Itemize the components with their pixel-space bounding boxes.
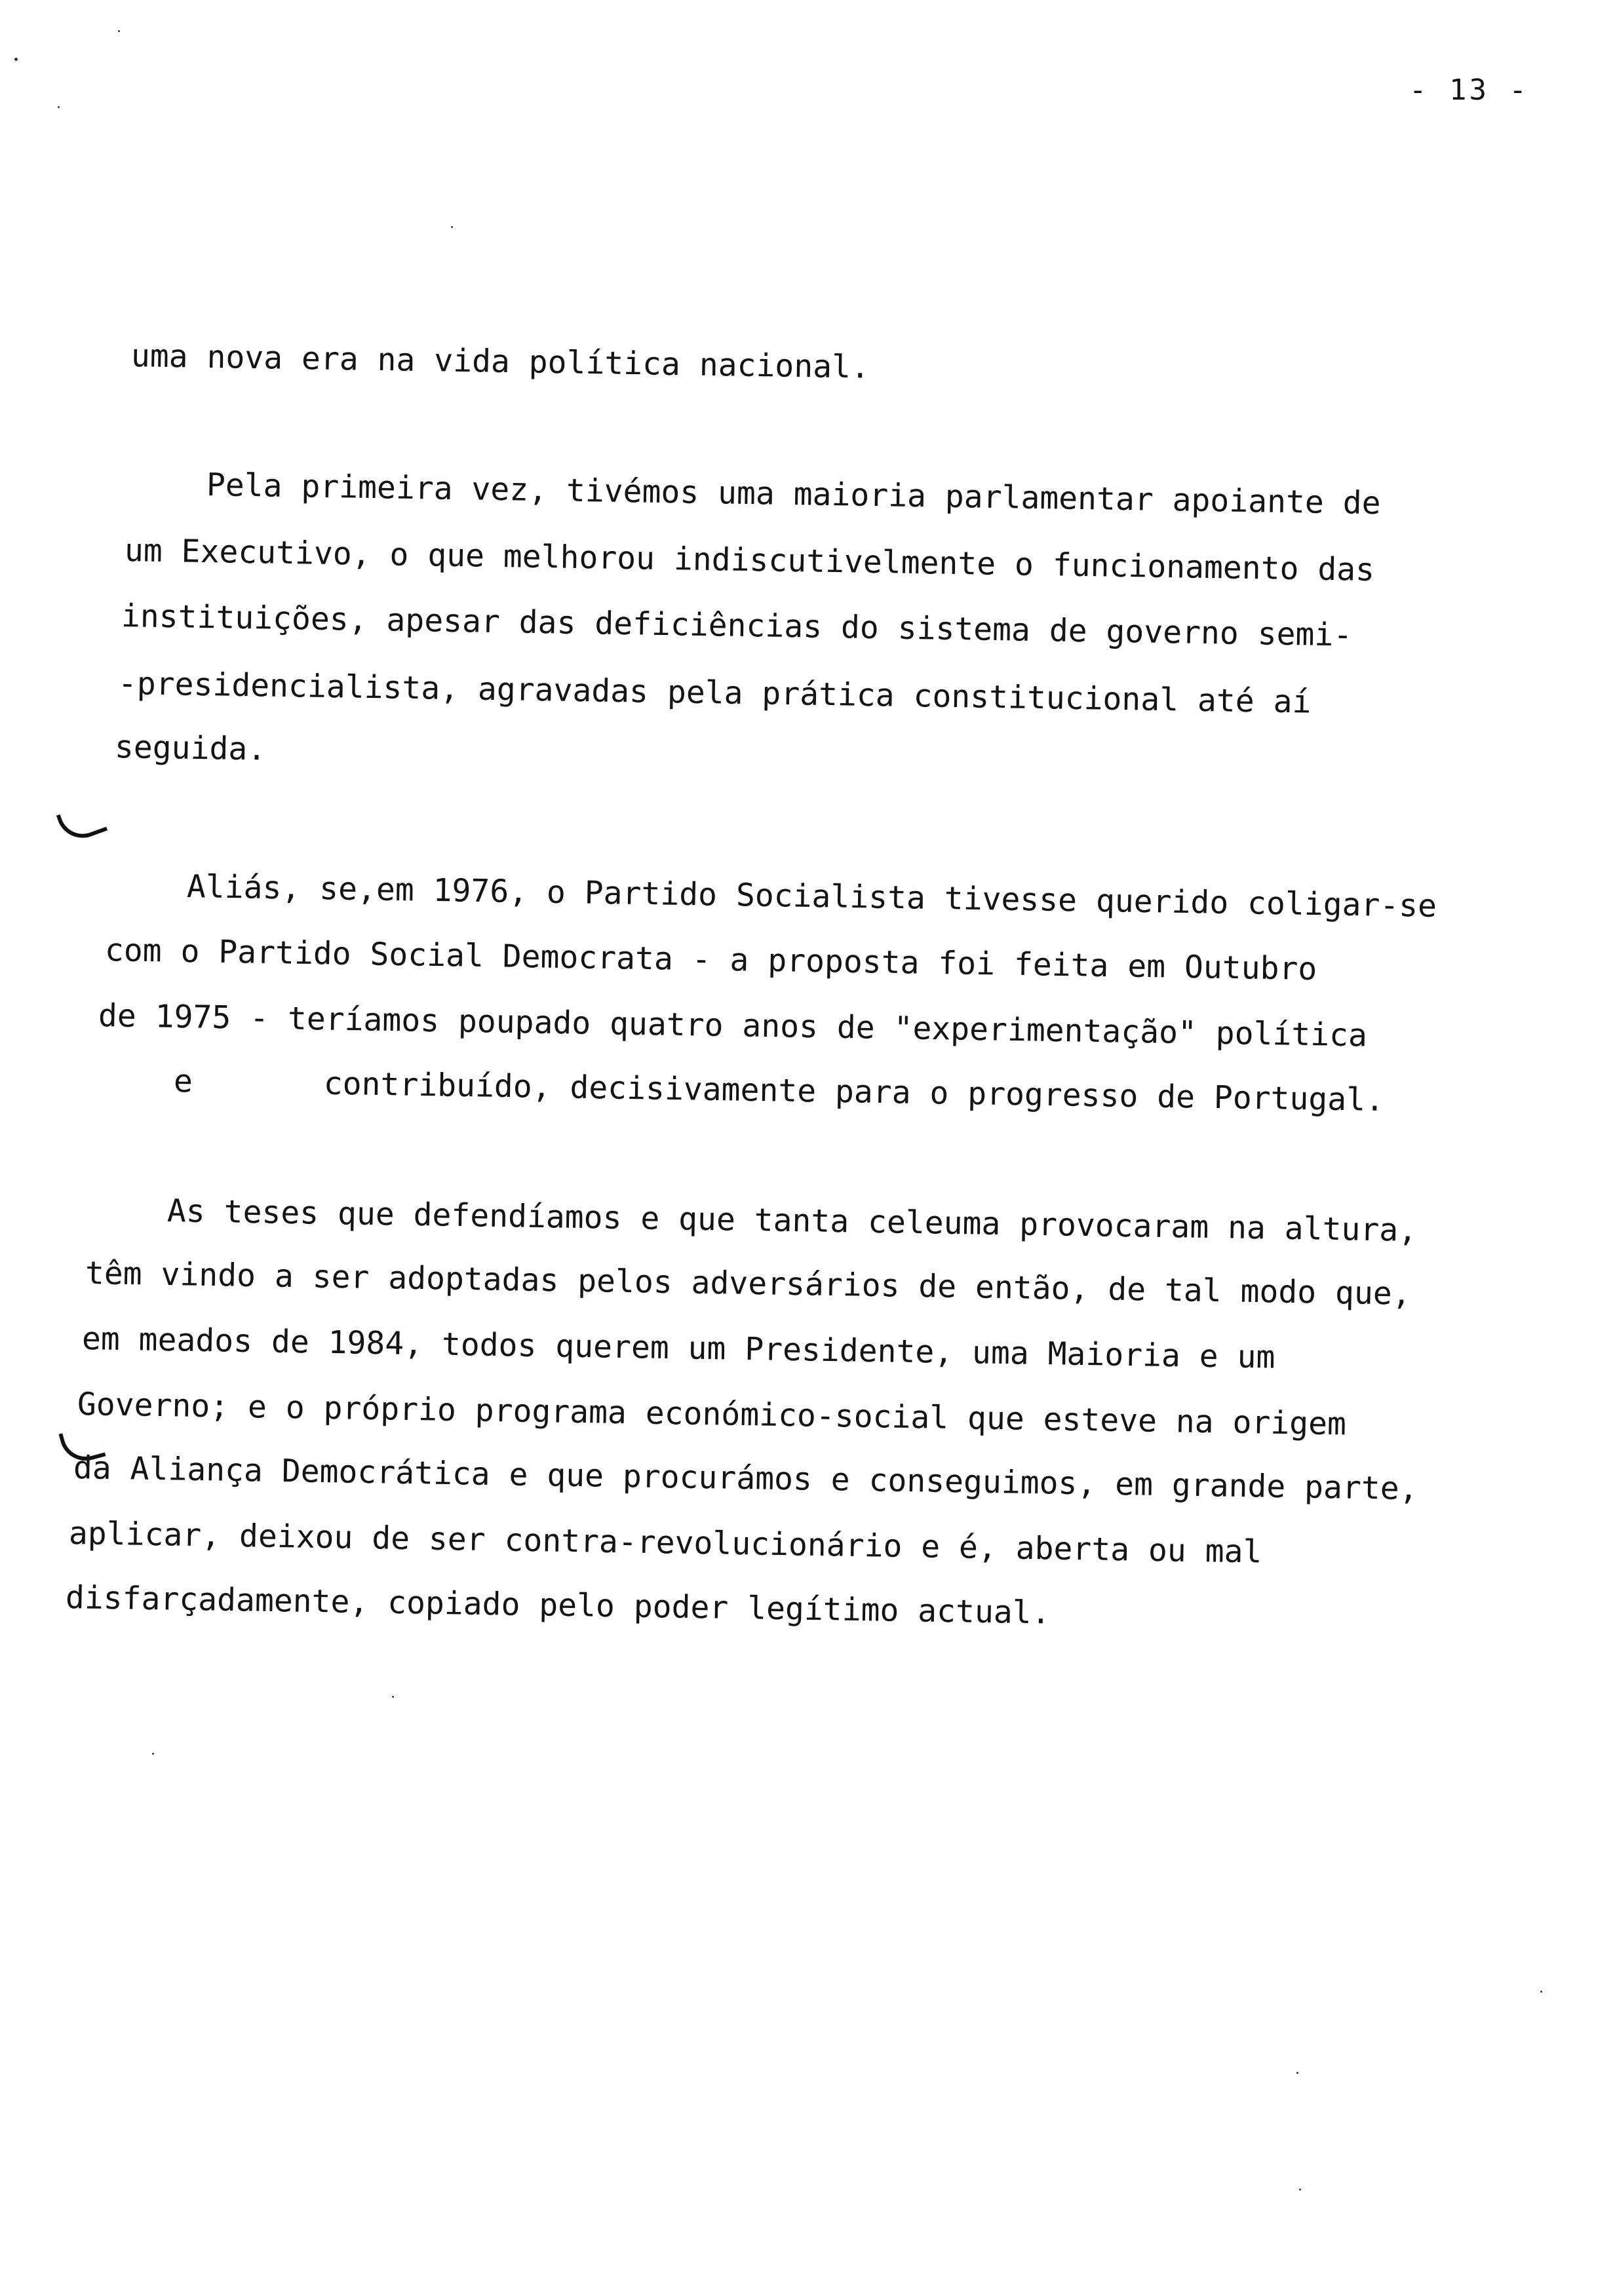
paragraph-4-line-7: disfarçadamente, copiado pelo poder legítimo actual.: [65, 1579, 1051, 1632]
paragraph-2-line-3: instituições, apesar das deficiências do sistema de governo semi-: [121, 598, 1353, 654]
paragraph-2-line-4: -presidencialista, agravadas pela prática constitucional até aí: [117, 665, 1312, 721]
scan-speck: [118, 30, 120, 32]
scan-speck: [1540, 1991, 1542, 1993]
paragraph-2-line-2: um Executivo, o que melhorou indiscutivelmente o funcionamento das: [124, 532, 1375, 588]
margin-mark: [56, 801, 107, 845]
paragraph-4-line-5: da Aliança Democrática e que procurámos e conseguimos, em grande parte,: [73, 1449, 1418, 1508]
paragraph-4-line-4: Governo; e o próprio programa económico-social que esteve na origem: [77, 1386, 1347, 1443]
paragraph-4-line-2: têm vindo a ser adoptadas pelos adversários de então, de tal modo que,: [85, 1255, 1412, 1312]
paragraph-2-line-1: Pela primeira vez, tivémos uma maioria parlamentar apoiante de: [206, 467, 1381, 522]
paragraph-2-line-5: seguida.: [114, 729, 267, 768]
scan-speck: [14, 58, 18, 61]
scan-speck: [392, 1696, 394, 1698]
paragraph-3-line-3: de 1975 - teríamos poupado quatro anos de "experimentação" política: [98, 997, 1368, 1054]
paragraph-3-line-4-text: contribuído, decisivamente para o progresso de Portugal.: [323, 1065, 1385, 1119]
paragraph-4-line-1: As teses que defendíamos e que tanta celeuma provocaram na altura,: [166, 1193, 1418, 1249]
scan-speck: [1296, 2072, 1298, 2074]
paragraph-3-line-4: [174, 1063, 1385, 1119]
paragraph-4-line-6: aplicar, deixou de ser contra-revolucionário e é, aberta ou mal: [68, 1515, 1262, 1571]
paragraph-3-line-2: com o Partido Social Democrata - a proposta foi feita em Outubro: [104, 932, 1317, 988]
scan-speck: [1299, 2189, 1301, 2191]
paragraph-3-line-4-prefix: e: [173, 1063, 193, 1100]
scan-speck: [451, 226, 453, 228]
paragraph-4-line-3: em meados de 1984, todos querem um Presidente, uma Maioria e um: [81, 1320, 1275, 1376]
paragraph-3-line-1: Aliás, se,em 1976, o Partido Socialista tivesse querido coligar-se: [186, 868, 1437, 925]
scan-speck: [152, 1753, 154, 1755]
page-number: - 13 -: [1409, 73, 1529, 107]
scan-speck: [58, 106, 60, 108]
paragraph-1-line-1: uma nova era na vida política nacional.: [130, 337, 870, 386]
